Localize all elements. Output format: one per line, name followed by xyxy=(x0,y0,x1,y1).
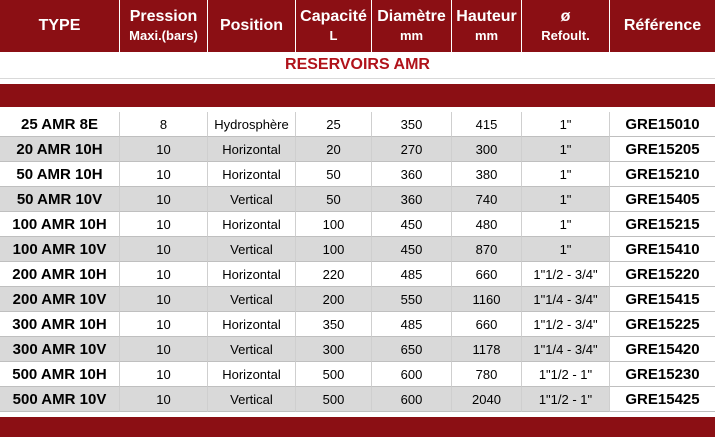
table-row xyxy=(0,137,715,162)
cell-capacite: 50 xyxy=(296,187,372,212)
table-row xyxy=(0,237,715,262)
table-row xyxy=(0,262,715,287)
cell-position: Horizontal xyxy=(208,212,296,237)
header-refoulement-label: Refoult. xyxy=(541,28,590,43)
cell-capacite: 25 xyxy=(296,112,372,137)
table-row xyxy=(0,387,715,412)
header-capacite-label: Capacité xyxy=(300,8,367,25)
cell-diametre: 350 xyxy=(372,112,452,137)
cell-refoulement: 1" xyxy=(522,187,610,212)
table-row xyxy=(0,162,715,187)
cell-reference: GRE15225 xyxy=(610,312,715,337)
table-row xyxy=(0,187,715,212)
cell-pression: 10 xyxy=(120,262,208,287)
header-refoulement xyxy=(522,0,610,52)
header-capacite xyxy=(296,0,372,52)
cell-reference: GRE15210 xyxy=(610,162,715,187)
cell-pression: 10 xyxy=(120,287,208,312)
cell-diametre: 360 xyxy=(372,187,452,212)
cell-refoulement: 1"1/2 - 1" xyxy=(522,387,610,412)
cell-position: Vertical xyxy=(208,237,296,262)
cell-type: 300 AMR 10V xyxy=(0,337,120,362)
cell-hauteur: 1178 xyxy=(452,337,522,362)
cell-capacite: 20 xyxy=(296,137,372,162)
cell-diametre: 485 xyxy=(372,312,452,337)
cell-refoulement: 1"1/2 - 3/4" xyxy=(522,262,610,287)
cell-reference: GRE15205 xyxy=(610,137,715,162)
footer-band xyxy=(0,417,715,437)
cell-capacite: 100 xyxy=(296,212,372,237)
cell-capacite: 200 xyxy=(296,287,372,312)
header-diametre-label: Diamètre xyxy=(377,8,446,25)
cell-pression: 8 xyxy=(120,112,208,137)
red-band xyxy=(0,84,715,107)
cell-type: 100 AMR 10V xyxy=(0,237,120,262)
cell-pression: 10 xyxy=(120,337,208,362)
cell-position: Horizontal xyxy=(208,312,296,337)
table-row xyxy=(0,312,715,337)
cell-type: 300 AMR 10H xyxy=(0,312,120,337)
cell-position: Vertical xyxy=(208,287,296,312)
cell-diametre: 550 xyxy=(372,287,452,312)
cell-reference: GRE15220 xyxy=(610,262,715,287)
cell-reference: GRE15010 xyxy=(610,112,715,137)
header-capacite-unit: L xyxy=(329,28,338,43)
cell-hauteur: 380 xyxy=(452,162,522,187)
cell-diametre: 650 xyxy=(372,337,452,362)
cell-reference: GRE15420 xyxy=(610,337,715,362)
cell-position: Vertical xyxy=(208,387,296,412)
cell-refoulement: 1" xyxy=(522,212,610,237)
cell-capacite: 500 xyxy=(296,362,372,387)
header-hauteur-unit: mm xyxy=(474,28,499,43)
section-title-row xyxy=(0,52,715,79)
cell-position: Horizontal xyxy=(208,362,296,387)
header-diametre-unit: mm xyxy=(399,28,424,43)
header-pression-unit: Maxi.(bars) xyxy=(129,28,198,43)
cell-reference: GRE15415 xyxy=(610,287,715,312)
cell-refoulement: 1" xyxy=(522,112,610,137)
cell-capacite: 500 xyxy=(296,387,372,412)
table-header xyxy=(0,0,715,52)
cell-pression: 10 xyxy=(120,312,208,337)
cell-refoulement: 1" xyxy=(522,137,610,162)
cell-hauteur: 415 xyxy=(452,112,522,137)
cell-refoulement: 1"1/4 - 3/4" xyxy=(522,337,610,362)
cell-reference: GRE15405 xyxy=(610,187,715,212)
cell-hauteur: 740 xyxy=(452,187,522,212)
header-hauteur-label: Hauteur xyxy=(456,8,517,25)
cell-hauteur: 2040 xyxy=(452,387,522,412)
cell-diametre: 485 xyxy=(372,262,452,287)
cell-pression: 10 xyxy=(120,187,208,212)
cell-position: Hydrosphère xyxy=(208,112,296,137)
cell-refoulement: 1"1/2 - 3/4" xyxy=(522,312,610,337)
table-row xyxy=(0,362,715,387)
cell-diametre: 360 xyxy=(372,162,452,187)
table-row xyxy=(0,337,715,362)
cell-refoulement: 1" xyxy=(522,162,610,187)
cell-position: Horizontal xyxy=(208,162,296,187)
cell-pression: 10 xyxy=(120,387,208,412)
table-row xyxy=(0,212,715,237)
cell-reference: GRE15410 xyxy=(610,237,715,262)
cell-capacite: 50 xyxy=(296,162,372,187)
cell-type: 50 AMR 10H xyxy=(0,162,120,187)
cell-diametre: 270 xyxy=(372,137,452,162)
header-hauteur xyxy=(452,0,522,52)
section-title: RESERVOIRS AMR xyxy=(0,52,715,79)
cell-reference: GRE15215 xyxy=(610,212,715,237)
cell-hauteur: 660 xyxy=(452,312,522,337)
cell-type: 200 AMR 10V xyxy=(0,287,120,312)
cell-type: 500 AMR 10V xyxy=(0,387,120,412)
header-position: Position xyxy=(208,0,296,52)
cell-pression: 10 xyxy=(120,237,208,262)
header-type: TYPE xyxy=(0,0,120,52)
cell-position: Vertical xyxy=(208,337,296,362)
header-pression-label: Pression xyxy=(129,8,198,25)
cell-hauteur: 480 xyxy=(452,212,522,237)
header-diametre xyxy=(372,0,452,52)
cell-reference: GRE15425 xyxy=(610,387,715,412)
cell-hauteur: 780 xyxy=(452,362,522,387)
cell-diametre: 450 xyxy=(372,212,452,237)
cell-hauteur: 870 xyxy=(452,237,522,262)
cell-type: 50 AMR 10V xyxy=(0,187,120,212)
cell-reference: GRE15230 xyxy=(610,362,715,387)
cell-capacite: 300 xyxy=(296,337,372,362)
header-reference: Référence xyxy=(610,0,715,52)
cell-type: 100 AMR 10H xyxy=(0,212,120,237)
cell-hauteur: 660 xyxy=(452,262,522,287)
cell-pression: 10 xyxy=(120,162,208,187)
cell-pression: 10 xyxy=(120,362,208,387)
cell-position: Horizontal xyxy=(208,137,296,162)
table-row xyxy=(0,112,715,137)
header-refoulement-symbol: ø xyxy=(560,8,571,25)
cell-position: Horizontal xyxy=(208,262,296,287)
cell-pression: 10 xyxy=(120,137,208,162)
cell-hauteur: 300 xyxy=(452,137,522,162)
cell-diametre: 600 xyxy=(372,362,452,387)
cell-type: 500 AMR 10H xyxy=(0,362,120,387)
header-pression xyxy=(120,0,208,52)
cell-capacite: 350 xyxy=(296,312,372,337)
cell-refoulement: 1"1/2 - 1" xyxy=(522,362,610,387)
table-body xyxy=(0,112,715,412)
cell-capacite: 100 xyxy=(296,237,372,262)
cell-refoulement: 1"1/4 - 3/4" xyxy=(522,287,610,312)
cell-type: 25 AMR 8E xyxy=(0,112,120,137)
cell-type: 20 AMR 10H xyxy=(0,137,120,162)
cell-capacite: 220 xyxy=(296,262,372,287)
cell-hauteur: 1160 xyxy=(452,287,522,312)
cell-pression: 10 xyxy=(120,212,208,237)
cell-type: 200 AMR 10H xyxy=(0,262,120,287)
table-row xyxy=(0,287,715,312)
cell-diametre: 450 xyxy=(372,237,452,262)
cell-refoulement: 1" xyxy=(522,237,610,262)
cell-diametre: 600 xyxy=(372,387,452,412)
cell-position: Vertical xyxy=(208,187,296,212)
